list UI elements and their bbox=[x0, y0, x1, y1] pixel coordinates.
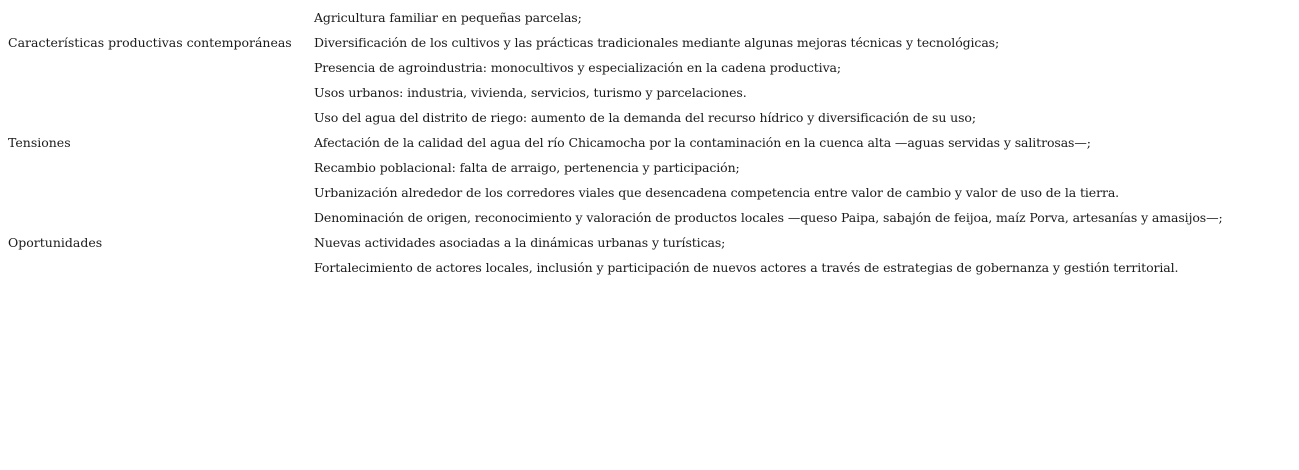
row-text: Nuevas actividades asociadas a la dinámicas urbanas y turísticas; bbox=[314, 235, 726, 250]
row-text: Diversificación de los cultivos y las prácticas tradicionales mediante algunas mejoras técnicas y tecnológicas; bbox=[314, 35, 1000, 50]
row-text: Usos urbanos: industria, vivienda, servicios, turismo y parcelaciones. bbox=[314, 85, 747, 100]
row-label bbox=[8, 5, 314, 30]
table-row bbox=[8, 5, 1294, 30]
table-row bbox=[8, 80, 1294, 105]
row-text: Afectación de la calidad del agua del río Chicamocha por la contaminación en la cuenca alta —aguas servidas y salitrosas—; bbox=[314, 135, 1091, 150]
row-label bbox=[8, 255, 314, 280]
table-row bbox=[8, 255, 1294, 280]
row-text: Presencia de agroindustria: monocultivos y especialización en la cadena productiva; bbox=[314, 60, 842, 75]
table-row bbox=[8, 55, 1294, 80]
characteristics-table bbox=[8, 5, 1294, 280]
table-row bbox=[8, 155, 1294, 180]
table-row bbox=[8, 105, 1294, 130]
row-text: Recambio poblacional: falta de arraigo, pertenencia y participación; bbox=[314, 160, 740, 175]
row-label bbox=[8, 80, 314, 105]
table-row bbox=[8, 205, 1294, 230]
table-row bbox=[8, 30, 1294, 55]
table-body bbox=[8, 5, 1294, 280]
table-row bbox=[8, 130, 1294, 155]
row-label: Tensiones bbox=[8, 135, 71, 150]
row-text: Uso del agua del distrito de riego: aumento de la demanda del recurso hídrico y diversificación de su uso; bbox=[314, 110, 976, 125]
table-row bbox=[8, 180, 1294, 205]
row-text: Agricultura familiar en pequeñas parcelas; bbox=[314, 10, 582, 25]
table-row bbox=[8, 230, 1294, 255]
row-label: Características productivas contemporáneas bbox=[8, 35, 292, 50]
row-text: Fortalecimiento de actores locales, inclusión y participación de nuevos actores a través de estrategias de gobernanza y gestión territorial. bbox=[314, 260, 1179, 275]
row-label bbox=[8, 105, 314, 130]
row-text: Urbanización alrededor de los corredores viales que desencadena competencia entre valor de cambio y valor de uso de la tierra. bbox=[314, 185, 1120, 200]
row-label bbox=[8, 55, 314, 80]
row-label bbox=[8, 205, 314, 230]
row-label bbox=[8, 180, 314, 205]
row-label bbox=[8, 155, 314, 180]
row-text: Denominación de origen, reconocimiento y valoración de productos locales —queso Paipa, sabajón de feijoa, maíz Porva, artesanías y amasijos—; bbox=[314, 210, 1223, 225]
row-label: Oportunidades bbox=[8, 235, 103, 250]
